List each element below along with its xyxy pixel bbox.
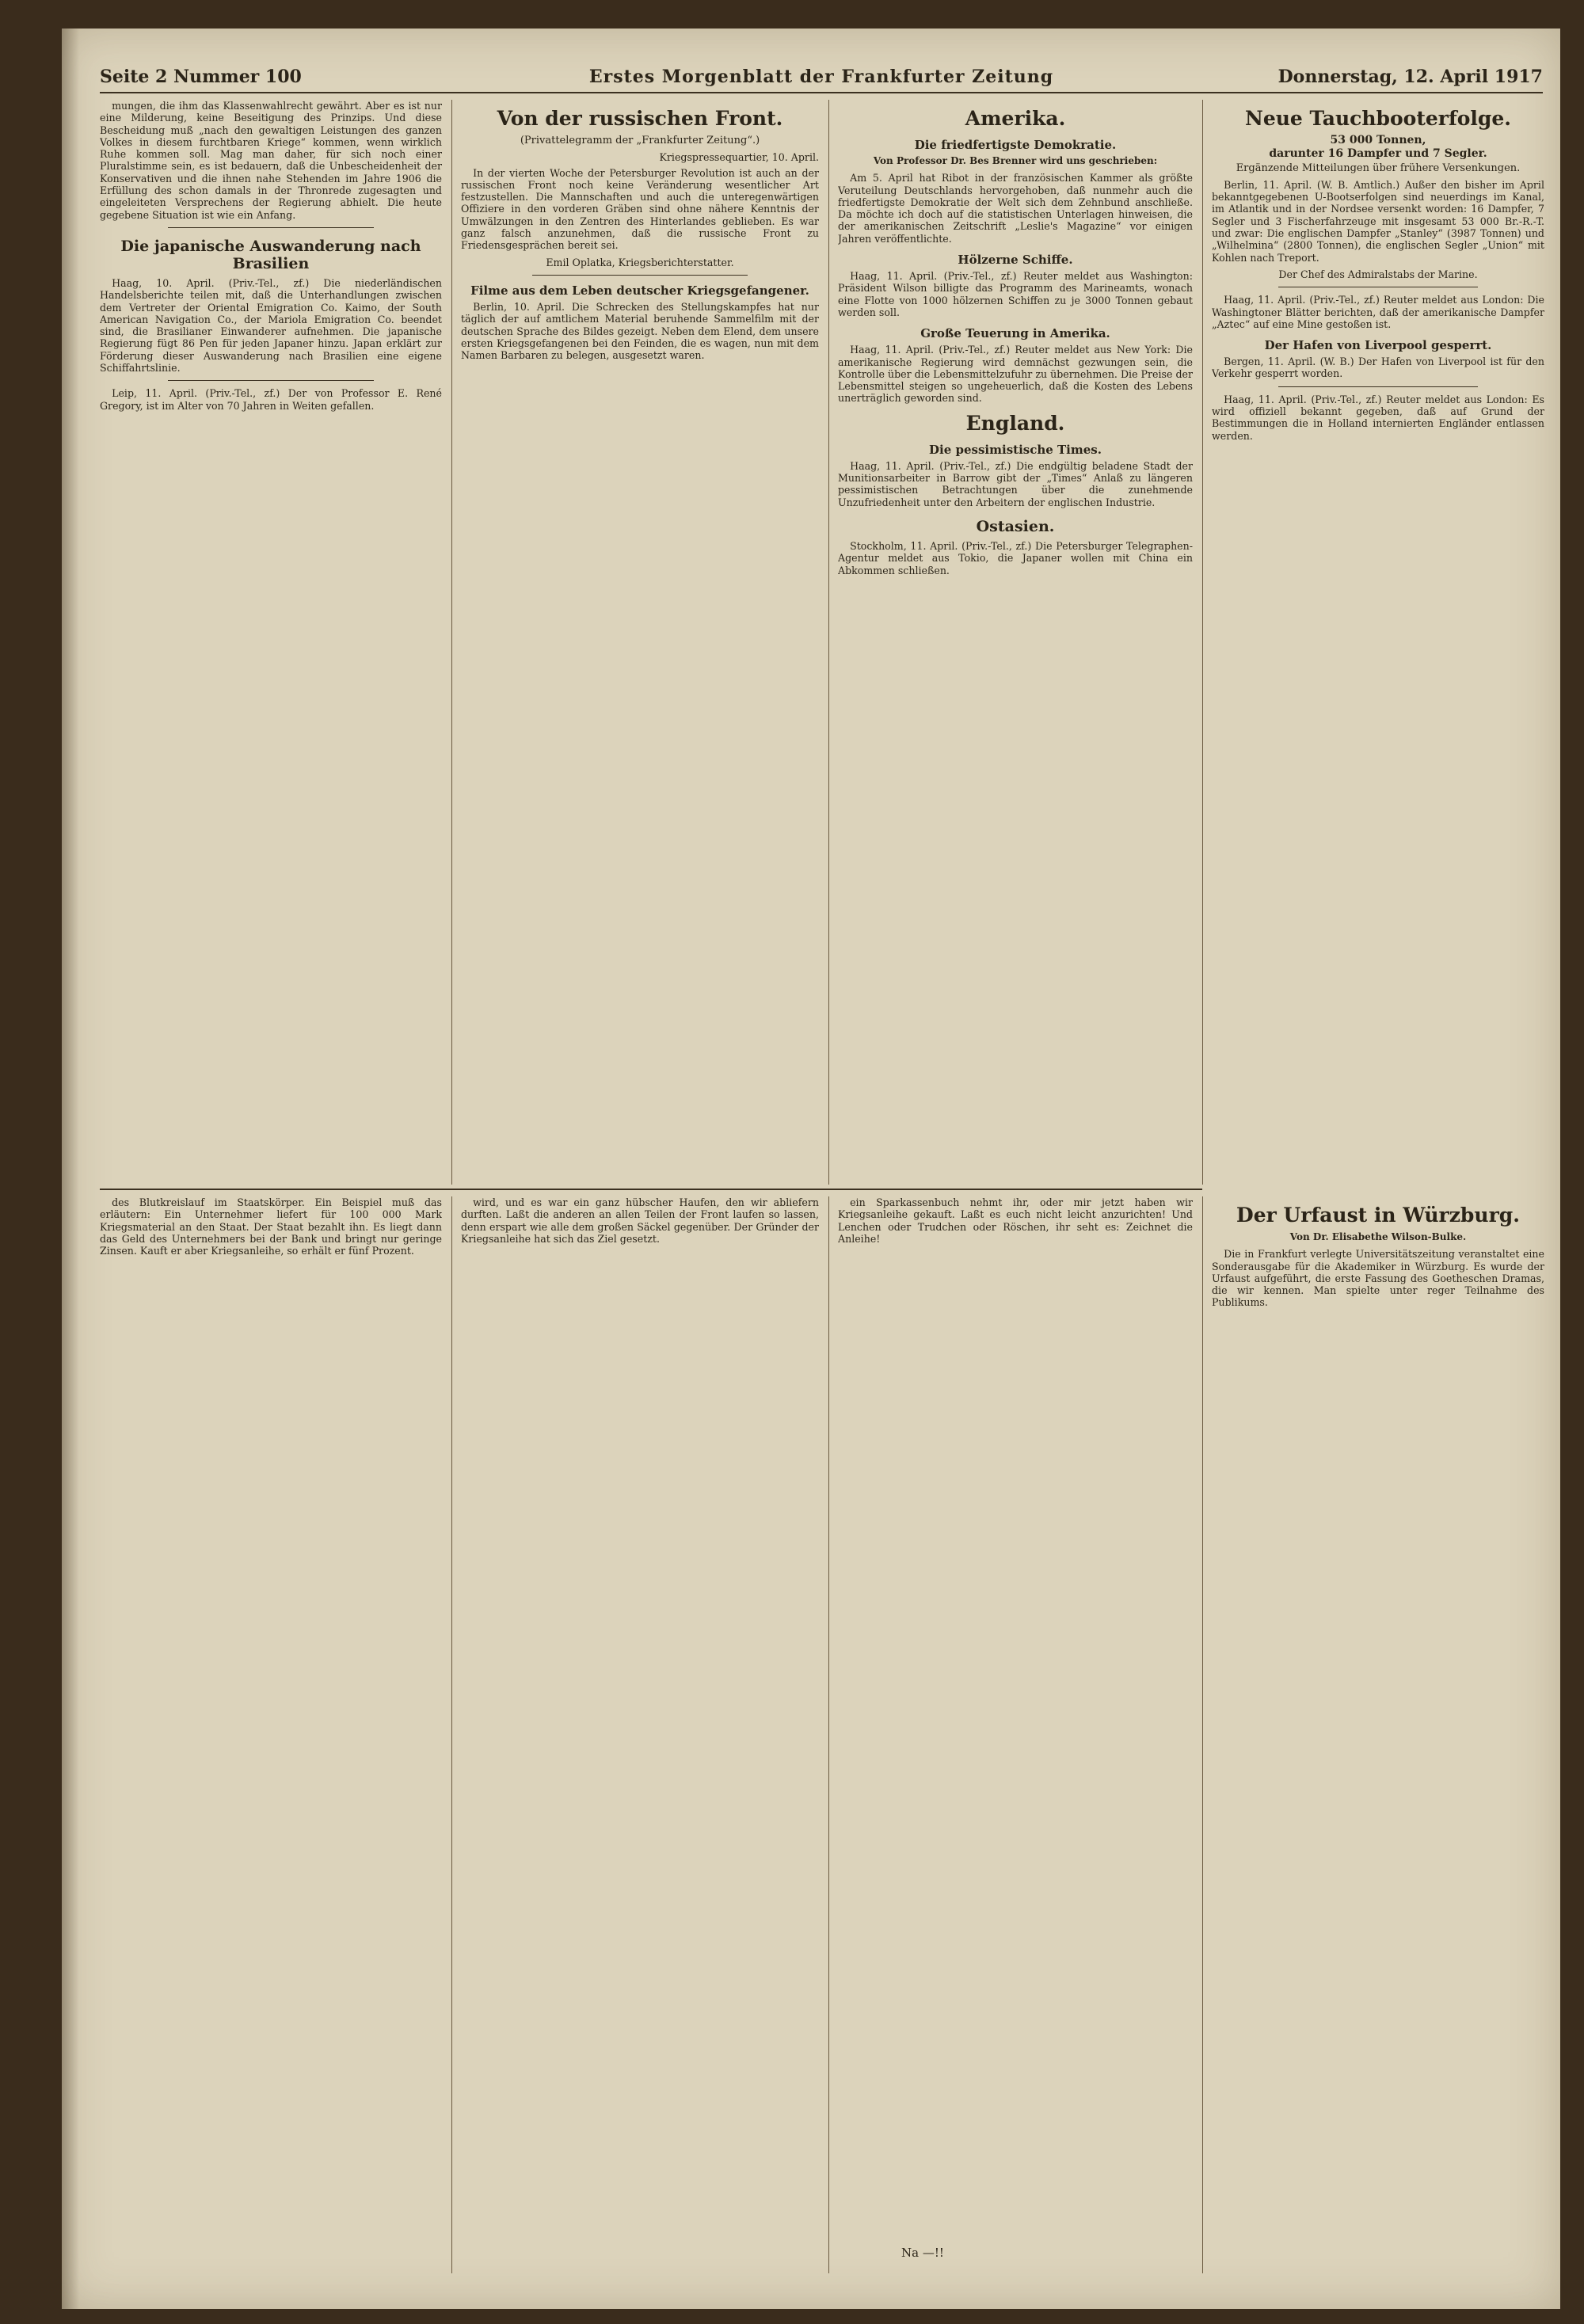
- column-rule: [1202, 1196, 1203, 2273]
- headline-england: England.: [965, 411, 1065, 435]
- article-byline: Von Dr. Elisabethe Wilson-Bulke.: [1289, 1231, 1467, 1242]
- article-body: Stockholm, 11. April. (Priv.-Tel., zf.) Die Petersburger Telegraphen-Agentur meldet aus Tokio, die Japaner wollen mit China ein Abkommen schließen.: [838, 539, 1193, 576]
- column-2: [461, 100, 819, 1185]
- page-number: Seite 2 Nummer 100: [100, 67, 302, 87]
- bottom-column-1: [100, 1196, 442, 2273]
- subhead-tonnage: 53 000 Tonnen,: [1330, 134, 1426, 146]
- article-body: Haag, 11. April. (Priv.-Tel., zf.) Reuter meldet aus Washington: Präsident Wilson billigte das Programm des Marineamts, wonach eine Flotte von 1000 hölzernen Schiffen zu je 3000 Tonnen gebaut werden soll.: [838, 270, 1193, 318]
- newspaper-title: Erstes Morgenblatt der Frankfurter Zeitung: [588, 67, 1054, 87]
- subhead-democracy: Die friedfertigste Demokratie.: [914, 138, 1117, 152]
- article-divider: [532, 275, 747, 276]
- column-rule: [828, 100, 829, 1185]
- subhead-times: Die pessimistische Times.: [929, 442, 1102, 457]
- feuilleton-text: des Blutkreislauf im Staatskörper. Ein Beispiel muß das erläutern: Ein Unternehmer liefert für 100 000 Mark Kriegsmaterial an den Staat. Der Staat bezahlt ihn. Es liegt dann das Geld des Unternehmers bei der Bank und bringt nur geringe Zinsen. Kauft er aber Kriegsanleihe, so erhält er fünf Prozent.: [100, 1196, 442, 1257]
- article-body: Haag, 11. April. (Priv.-Tel., zf.) Die endgültig beladene Stadt der Munitionsarbeiter in Barrow gibt der „Times“ Anlaß zu längeren pessimistischen Betrachtungen über die zunehmende Unzufriedenheit unter den Arbeitern der englischen Industrie.: [838, 459, 1193, 508]
- article-continuation: mungen, die ihm das Klassenwahlrecht gewährt. Aber es ist nur eine Milderung, keine Beseitigung des Prinzips. Und diese Bescheidung muß „nach den gewaltigen Leistungen des ganzen Volkes in diesem furchtbaren Kriege“ kommen, wenn wirklich Ruhe kommen soll. Mag man daher, für sich noch einer Pluralstimme sein, es ist bedauern, daß die Unbescheidenheit der Konservativen und die ihnen nahe Stehenden im Jahre 1906 die Erfüllung des schon damals in der Thronrede zugesagten und eingeleiteten Versprechens der Regierung abhielt. Die heute gegebene Situation ist wie ein Anfang.: [100, 100, 442, 221]
- section-separator: [100, 1189, 1202, 1190]
- masthead: [100, 60, 1543, 93]
- article-body: Berlin, 11. April. (W. B. Amtlich.) Außer den bisher im April bekanntgegebenen U-Bootserfolgen sind neuerdings im Kanal, im Atlantik und in der Nordsee versenkt worden: 16 Dampfer, 7 Segler und 3 Fischerfahrzeuge mit insgesamt 53 000 Br.-R.-T. und zwar: Die englischen Dampfer „Stanley“ (3987 Tonnen) und „Wilhelmina“ (2800 Tonnen), die englischen Segler „Union“ mit Kohlen nach Treport.: [1212, 178, 1544, 264]
- column-rule: [451, 100, 452, 1185]
- feuilleton-text: wird, und es war ein ganz hübscher Haufen, den wir abliefern durften. Laßt die anderen an allen Teilen der Front laufen so lassen, denn erspart wie alle dem großen Säckel gegenüber. Der Gründer der Kriegsanleihe hat sich das Ziel gesetzt.: [461, 1196, 819, 1245]
- headline-prisoner-films: Filme aus dem Leben deutscher Kriegsgefangener.: [470, 283, 809, 298]
- headline-japanese-emigration: Die japanische Auswanderung nach Brasilien: [120, 237, 421, 272]
- article-body: Haag, 11. April. (Priv.-Tel., zf.) Reuter meldet aus London: Die Washingtoner Blätter berichten, daß der amerikanische Dampfer „Aztec“ auf eine Mine gestoßen ist.: [1212, 294, 1544, 330]
- subhead-ships: darunter 16 Dampfer und 7 Segler.: [1269, 147, 1487, 161]
- article-body: Haag, 10. April. (Priv.-Tel., zf.) Die niederländischen Handelsberichte teilen mit, daß die Unterhandlungen zwischen dem Vertreter der Oriental Emigration Co. Kaimo, der South American Navigation Co., der Mariola Emigration Co. beendet sind, die Brasilianer Einwanderer aufnehmen. Die japanische Regierung fügt 86 Pen für jeden Japaner hinzu. Japan erklärt zur Förderung dieser Auswanderung nach Brasilien eine eigene Schiffahrtslinie.: [100, 276, 442, 375]
- article-divider: [168, 380, 373, 381]
- bottom-column-2: [461, 1196, 819, 2273]
- issue-date: Donnerstag, 12. April 1917: [1277, 67, 1543, 87]
- article-body: Haag, 11. April. (Priv.-Tel., zf.) Reuter meldet aus London: Es wird offiziell bekannt gegeben, daß auf Grund der Bestimmungen die in Holland internierten Engländer entlassen werden.: [1212, 393, 1544, 442]
- article-byline: Von Professor Dr. Bes Brenner wird uns geschrieben:: [873, 155, 1158, 166]
- page-footer-tag: Na —!!: [901, 2246, 944, 2260]
- headline-inflation: Große Teuerung in Amerika.: [920, 326, 1110, 341]
- bottom-column-3: [838, 1196, 1193, 2273]
- feuilleton-text: ein Sparkassenbuch nehmt ihr, oder mir jetzt haben wir Kriegsanleihe gekauft. Laßt es euch nicht leicht anzurichten! Und Lenchen oder Trudchen oder Röschen, ihr seht es: Zeichnet die Anleihe!: [838, 1196, 1193, 1245]
- headline-ostasien: Ostasien.: [976, 517, 1055, 535]
- article-signature: Der Chef des Admiralstabs der Marine.: [1278, 268, 1478, 280]
- headline-liverpool: Der Hafen von Liverpool gesperrt.: [1264, 338, 1492, 353]
- article-divider: [1278, 386, 1478, 387]
- article-divider: [168, 227, 373, 228]
- page-fold-shadow: [62, 29, 79, 2309]
- column-1: [100, 100, 442, 1185]
- column-rule: [828, 1196, 829, 2273]
- column-rule: [451, 1196, 452, 2273]
- article-signature: Emil Oplatka, Kriegsberichterstatter.: [546, 256, 734, 268]
- article-dateline: Kriegspressequartier, 10. April.: [659, 151, 819, 164]
- column-3: [838, 100, 1193, 1185]
- headline-amerika: Amerika.: [965, 107, 1066, 130]
- article-notice: Leip, 11. April. (Priv.-Tel., zf.) Der von Professor E. René Gregory, ist im Alter von 70 Jahren in Weiten gefallen.: [100, 387, 442, 412]
- bottom-column-4: [1212, 1196, 1544, 2273]
- article-body: Bergen, 11. April. (W. B.) Der Hafen von Liverpool ist für den Verkehr gesperrt worden.: [1212, 356, 1544, 380]
- article-body: In der vierten Woche der Petersburger Revolution ist auch an der russischen Front noch keine Veränderung wesentlicher Art festzustellen. Die Mannschaften und auch die unteregenwärtigen Offiziere in den vorderen Gräben sind ohne nähere Kenntnis der Umwälzungen in den Zentren des Hinterlandes geblieben. Es war ganz falsch anzunehmen, daß die russische Front zu Friedensgesprächen bereit sei.: [461, 166, 819, 252]
- article-body: Am 5. April hat Ribot in der französischen Kammer als größte Veruteilung Deutschlands hervorgehoben, daß nunmehr auch die friedfertigste Demokratie der Welt sich dem Zehnbund anschließe. Da möchte ich doch auf die statistischen Unterlagen hinweisen, die der amerikanischen Zeitschrift „Leslie's Magazine“ vor einigen Jahren veröffentlichte.: [838, 172, 1193, 245]
- article-source: (Privattelegramm der „Frankfurter Zeitung“.): [520, 135, 760, 146]
- subhead-supplement: Ergänzende Mitteilungen über frühere Versenkungen.: [1236, 162, 1521, 174]
- article-body: Die in Frankfurt verlegte Universitätszeitung veranstaltet eine Sonderausgabe für die Akademiker in Würzburg. Es wurde der Urfaust aufgeführt, die erste Fassung des Goetheschen Dramas, die wir kennen. Man spielte unter reger Teilnahme des Publikums.: [1212, 1248, 1544, 1309]
- column-rule: [1202, 100, 1203, 1185]
- headline-urfaust: Der Urfaust in Würzburg.: [1236, 1204, 1520, 1227]
- headline-submarine-successes: Neue Tauchbooterfolge.: [1245, 107, 1511, 130]
- column-4: [1212, 100, 1544, 1185]
- article-body: Haag, 11. April. (Priv.-Tel., zf.) Reuter meldet aus New York: Die amerikanische Regierung wird demnächst gezwungen sein, die Kontrolle über die Lebensmittelzufuhr zu übernehmen. Die Preise der Lebensmittel steigen so ungeheuerlich, daß die Kosten des Lebens unerträglich geworden sind.: [838, 344, 1193, 405]
- article-body: Berlin, 10. April. Die Schrecken des Stellungskampfes hat nur täglich der auf amtlichem Material beruhende Sammelfilm mit der deutschen Sprache des Bildes gezeigt. Neben dem Elend, dem unsere ersten Kriegsgefangenen bei den Feinden, die es wagen, nun mit dem Namen Barbaren zu belegen, ausgesetzt waren.: [461, 300, 819, 362]
- headline-russian-front: Von der russischen Front.: [497, 107, 783, 130]
- headline-wooden-ships: Hölzerne Schiffe.: [958, 253, 1073, 268]
- newspaper-page: [62, 29, 1560, 2309]
